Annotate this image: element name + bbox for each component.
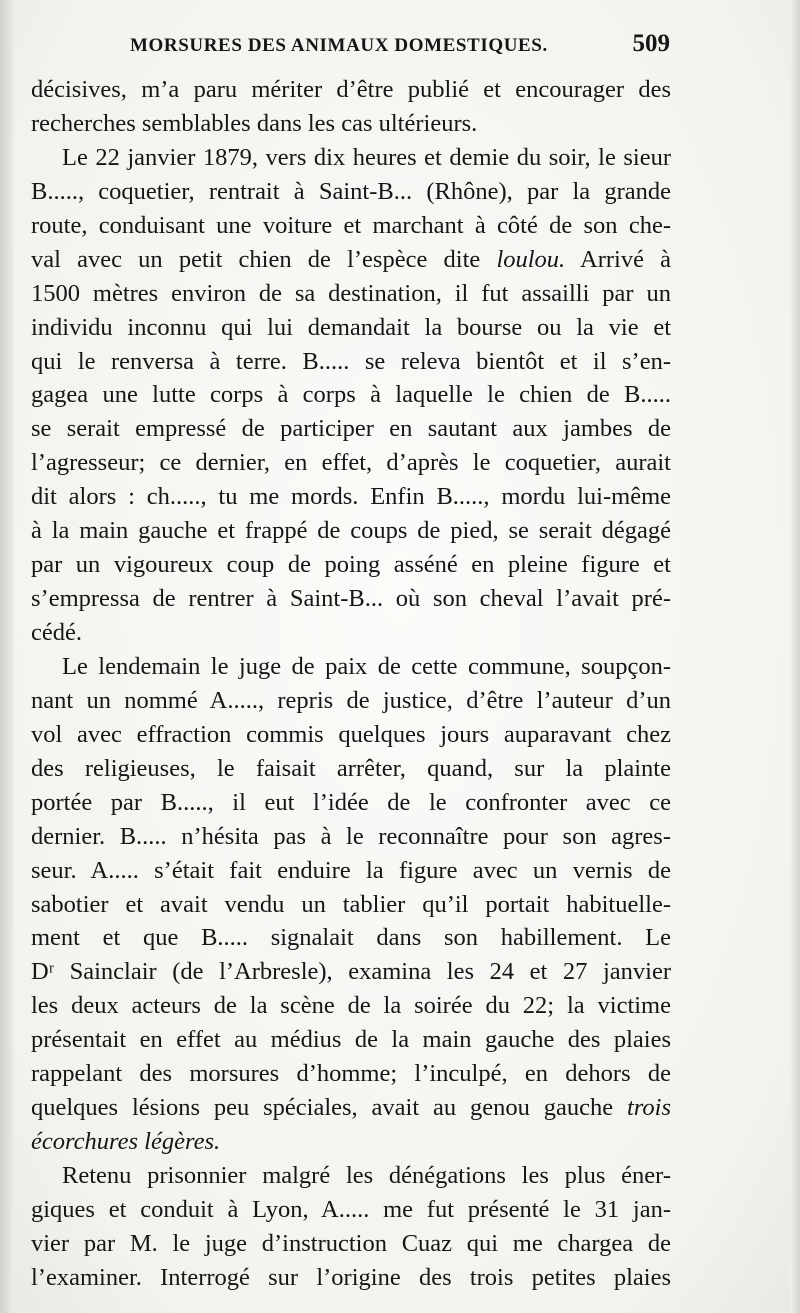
line-text: décisives, m’a paru mériter d’être publié et encourager des xyxy=(31,76,671,103)
text-line xyxy=(31,1193,671,1227)
line-text: ment et que B..... signalait dans son habillement. Le xyxy=(31,924,671,952)
text-line xyxy=(31,277,671,311)
line-text: vier par M. le juge d’instruction Cuaz qui me chargea de xyxy=(31,1229,671,1257)
text-line xyxy=(31,1261,671,1295)
italic-text: trois xyxy=(626,1094,672,1122)
text-line xyxy=(31,820,671,854)
running-title: MORSURES DES ANIMAUX DOMESTIQUES. xyxy=(130,35,548,56)
text-line xyxy=(31,1159,671,1193)
text-line xyxy=(31,243,671,277)
line-text: portée par B....., il eut l’idée de le confronter avec ce xyxy=(31,788,671,816)
line-text: giques et conduit à Lyon, A..... me fut présenté le 31 jan- xyxy=(31,1195,671,1223)
body-text xyxy=(31,73,671,1295)
text-line xyxy=(31,73,671,107)
line-text: à la main gauche et frappé de coups de pied, se serait dégagé xyxy=(31,517,671,545)
text-line xyxy=(31,378,671,412)
line-text: recherches semblables dans les cas ultérieurs. xyxy=(31,109,478,137)
line-text: nant un nommé A....., repris de justice, d’être l’auteur d’un xyxy=(31,686,671,714)
text-line xyxy=(31,345,671,379)
page-edge-shadow xyxy=(790,0,800,1313)
text-line xyxy=(31,1091,671,1125)
text-line xyxy=(31,311,671,345)
line-text: individu inconnu qui lui demandait la bourse ou la vie et xyxy=(31,313,671,341)
text-line xyxy=(31,582,671,616)
text-line xyxy=(31,684,671,718)
line-text: B....., coquetier, rentrait à Saint-B... (Rhône), par la grande xyxy=(31,177,671,205)
line-text: Retenu prisonnier malgré les dénégations les plus éner- xyxy=(62,1162,671,1189)
page-header xyxy=(130,30,670,66)
line-text: Dʳ Sainclair (de l’Arbresle), examina les 24 et 27 janvier xyxy=(31,958,671,986)
line-text: Le lendemain le juge de paix de cette commune, soupçon- xyxy=(62,652,671,680)
text-line xyxy=(31,616,671,650)
line-text: Le 22 janvier 1879, vers dix heures et demie du soir, le sieur xyxy=(62,143,671,171)
text-line xyxy=(31,786,671,820)
line-text: l’examiner. Interrogé sur l’origine des trois petites plaies xyxy=(31,1263,671,1291)
text-line xyxy=(31,1227,671,1261)
text-line xyxy=(31,752,671,786)
line-text: 1500 mètres environ de sa destination, il fut assailli par un xyxy=(31,279,671,307)
text-line xyxy=(31,480,671,514)
line-text: dit alors : ch....., tu me mords. Enfin B....., mordu lui-même xyxy=(31,483,671,511)
line-text: gagea une lutte corps à corps à laquelle le chien de B..... xyxy=(31,381,671,409)
text-line xyxy=(31,175,671,209)
line-text: cédé. xyxy=(31,619,82,646)
text-line xyxy=(31,514,671,548)
text-line xyxy=(31,955,671,989)
text-line xyxy=(31,1125,671,1159)
text-line xyxy=(31,650,671,684)
text-line xyxy=(31,921,671,955)
text-line xyxy=(31,1057,671,1091)
text-line xyxy=(31,989,671,1023)
text-line xyxy=(31,446,671,480)
text-line xyxy=(31,209,671,243)
line-text-after: Arrivé à xyxy=(565,245,672,273)
line-text: par un vigoureux coup de poing asséné en pleine figure et xyxy=(31,551,671,579)
page-gutter-shadow xyxy=(0,0,14,1313)
line-text: présentait en effet au médius de la main gauche des plaies xyxy=(31,1026,671,1054)
text-line xyxy=(31,888,671,922)
text-line xyxy=(31,141,671,175)
line-text: sabotier et avait vendu un tablier qu’il portait habituelle- xyxy=(31,890,671,918)
line-text: s’empressa de rentrer à Saint-B... où son cheval l’avait pré- xyxy=(31,585,671,613)
line-text: val avec un petit chien de l’espèce dite xyxy=(31,245,481,273)
line-text: vol avec effraction commis quelques jours auparavant chez xyxy=(31,720,671,748)
text-line xyxy=(31,718,671,752)
italic-text: loulou. xyxy=(496,245,566,273)
line-text: seur. A..... s’était fait enduire la figure avec un vernis de xyxy=(31,856,671,884)
line-text: les deux acteurs de la scène de la soirée du 22; la victime xyxy=(31,992,671,1020)
line-text: dernier. B..... n’hésita pas à le reconnaître pour son agres- xyxy=(31,822,671,850)
line-text: se serait empressé de participer en sautant aux jambes de xyxy=(31,415,671,443)
line-text: quelques lésions peu spéciales, avait au genou gauche xyxy=(31,1094,614,1122)
line-text: des religieuses, le faisait arrêter, quand, sur la plainte xyxy=(31,754,671,782)
page-number: 509 xyxy=(632,30,670,57)
text-line xyxy=(31,854,671,888)
line-text: route, conduisant une voiture et marchant à côté de son che- xyxy=(31,211,671,239)
line-text: l’agresseur; ce dernier, en effet, d’après le coquetier, aurait xyxy=(31,449,671,477)
text-line xyxy=(31,1023,671,1057)
text-line xyxy=(31,548,671,582)
text-line xyxy=(31,412,671,446)
italic-text: écorchures légères. xyxy=(31,1128,221,1156)
line-text: rappelant des morsures d’homme; l’inculpé, en dehors de xyxy=(31,1060,671,1088)
line-text: qui le renversa à terre. B..... se releva bientôt et il s’en- xyxy=(31,347,671,375)
text-line xyxy=(31,107,671,141)
